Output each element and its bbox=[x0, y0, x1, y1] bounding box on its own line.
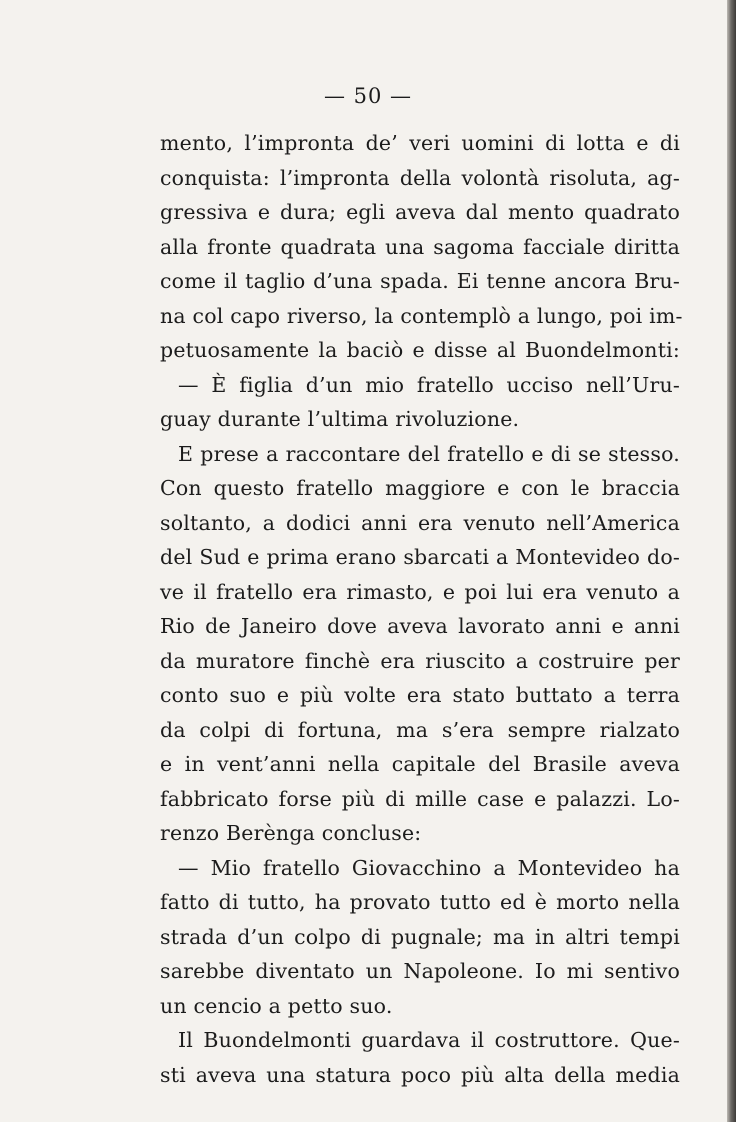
text-line: Con questo fratello maggiore e con le braccia bbox=[160, 476, 680, 500]
page-edge-shadow bbox=[727, 0, 736, 1122]
text-line: Il Buondelmonti guardava il costruttore. Que- bbox=[178, 1028, 680, 1052]
text-line: Rio de Janeiro dove aveva lavorato anni e anni bbox=[160, 614, 680, 638]
text-line: da colpi di fortuna, ma s’era sempre rialzato bbox=[160, 717, 680, 742]
text-line: petuosamente la baciò e disse al Buondelmonti: bbox=[160, 338, 680, 362]
text-line: mento, l’impronta de’ veri uomini di lotta e di bbox=[160, 131, 680, 155]
text-line: come il taglio d’una spada. Ei tenne ancora Bru- bbox=[160, 269, 680, 293]
text-line: — Mio fratello Giovacchino a Montevideo ha bbox=[178, 855, 680, 880]
text-line: conto suo e più volte era stato buttato a terra bbox=[160, 683, 680, 707]
text-line: fabbricato forse più di mille case e palazzi. Lo- bbox=[160, 786, 680, 811]
text-line: E prese a raccontare del fratello e di se stesso. bbox=[178, 441, 680, 466]
text-line: sti aveva una statura poco più alta della media bbox=[160, 1062, 680, 1087]
text-line: e in vent’anni nella capitale del Brasile aveva bbox=[160, 752, 680, 776]
text-line: conquista: l’impronta della volontà risoluta, ag- bbox=[160, 165, 680, 190]
text-line: strada d’un colpo di pugnale; ma in altri tempi bbox=[160, 924, 680, 949]
text-line: del Sud e prima erano sbarcati a Montevideo do- bbox=[160, 545, 680, 569]
text-line: alla fronte quadrata una sagoma facciale diritta bbox=[160, 234, 680, 259]
page-number: — 50 — bbox=[323, 84, 413, 108]
text-line: renzo Berènga concluse: bbox=[160, 821, 422, 845]
text-line: guay durante l’ultima rivoluzione. bbox=[160, 407, 520, 431]
text-line: — È figlia d’un mio fratello ucciso nell’Uru- bbox=[178, 372, 680, 397]
body-text bbox=[160, 126, 683, 1092]
text-line: gressiva e dura; egli aveva dal mento quadrato bbox=[160, 200, 680, 224]
text-line: sarebbe diventato un Napoleone. Io mi sentivo bbox=[160, 959, 680, 983]
text-line: da muratore finchè era riuscito a costruire per bbox=[160, 648, 680, 673]
text-line: soltanto, a dodici anni era venuto nell’America bbox=[160, 510, 680, 535]
text-line: ve il fratello era rimasto, e poi lui era venuto a bbox=[160, 579, 680, 604]
text-line: na col capo riverso, la contemplò a lungo, poi im- bbox=[160, 303, 683, 328]
text-line: un cencio a petto suo. bbox=[160, 993, 393, 1018]
text-line: fatto di tutto, ha provato tutto ed è morto nella bbox=[160, 890, 680, 914]
